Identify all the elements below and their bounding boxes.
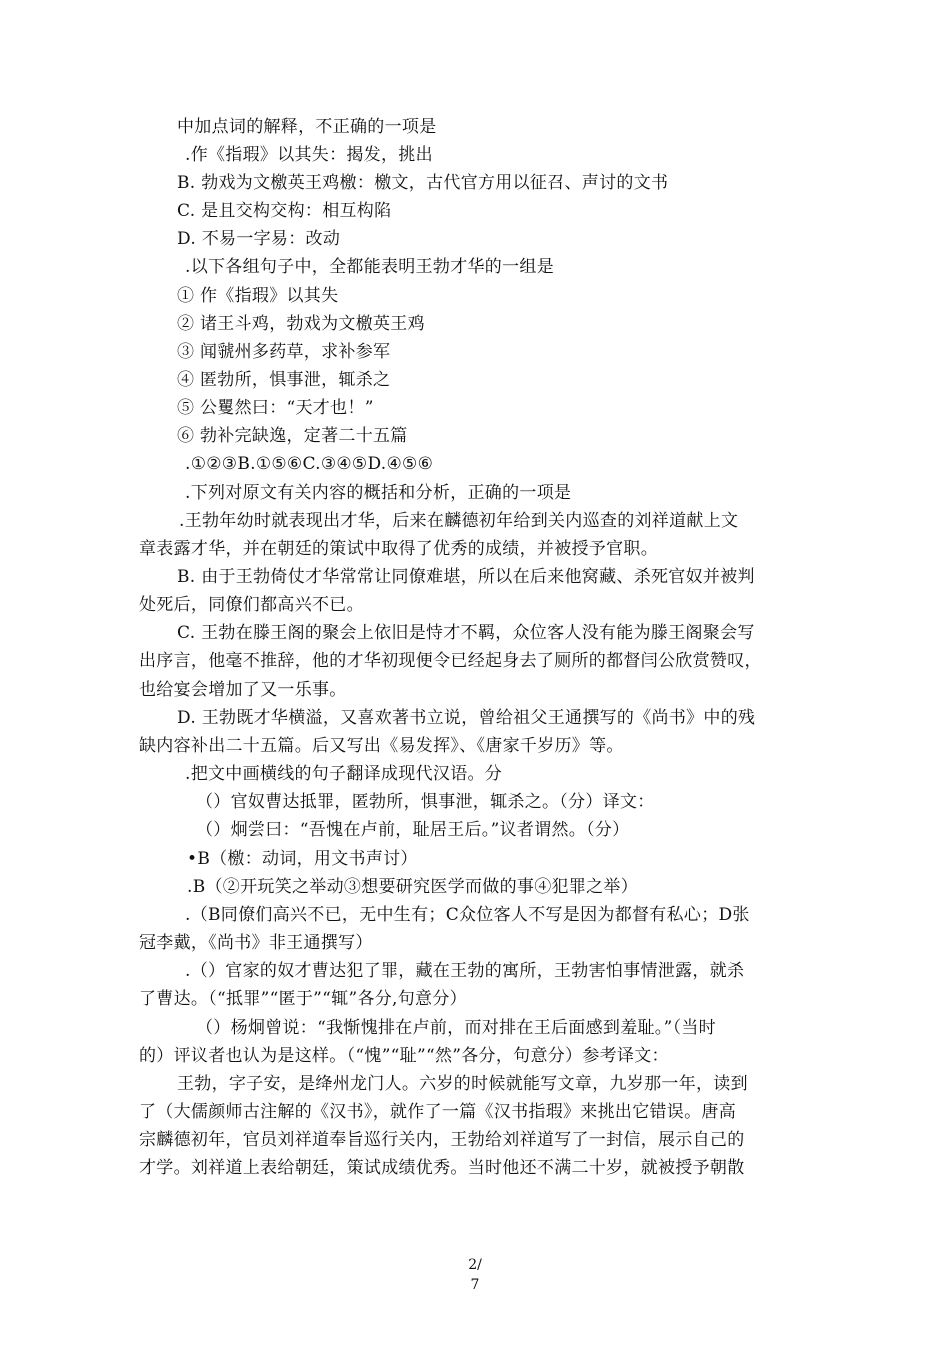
text-line: 王勃，字子安，是绛州龙门人。六岁的时候就能写文章，九岁那一年，读到 xyxy=(177,1074,748,1094)
text-line: .（）官家的奴才曹达犯了罪，藏在王勃的寓所，王勃害怕事情泄露，就杀 xyxy=(185,961,745,981)
text-line: B. 勃戏为文檄英王鸡檄：檄文，古代官方用以征召、声讨的文书 xyxy=(177,173,669,193)
text-line: 处死后，同僚们都高兴不已。 xyxy=(139,595,364,615)
page-total: 7 xyxy=(470,1277,480,1293)
text-line: 出序言，他毫不推辞，他的才华初现便令已经起身去了厕所的都督闫公欣赏赞叹， xyxy=(139,651,762,671)
text-line: .把文中画横线的句子翻译成现代汉语。分 xyxy=(185,764,503,784)
text-line: ④ 匿勃所，惧事泄，辄杀之 xyxy=(177,370,391,390)
text-line: 章表露才华，并在朝廷的策试中取得了优秀的成绩，并被授予官职。 xyxy=(139,539,658,559)
text-line: •B（檄：动词，用文书声讨） xyxy=(187,849,418,869)
text-line: （）官奴曹达抵罪，匿勃所，惧事泄，辄杀之。（分）译文： xyxy=(196,792,655,812)
text-line: 中加点词的解释，不正确的一项是 xyxy=(177,117,437,137)
text-line: （）炯尝曰：“吾愧在卢前，耻居王后。”议者谓然。（分） xyxy=(196,820,630,840)
text-line: 了曹达。（“抵罪”“匿于”“辄”各分,句意分） xyxy=(139,989,467,1009)
text-line: .B（②开玩笑之举动③想要研究医学而做的事④犯罪之举） xyxy=(187,877,638,897)
text-line: ⑤ 公矍然曰：“天才也！” xyxy=(177,398,374,418)
text-line: （）杨炯曾说：“我惭愧排在卢前，而对排在王后面感到羞耻。”（当时 xyxy=(196,1018,716,1038)
page-number: 2/ xyxy=(468,1257,482,1273)
text-line: ② 诸王斗鸡，勃戏为文檄英王鸡 xyxy=(177,314,425,334)
text-line: C. 王勃在滕王阁的聚会上依旧是恃才不羁，众位客人没有能为滕王阁聚会写 xyxy=(177,623,755,643)
text-line: 才学。刘祥道上表给朝廷，策试成绩优秀。当时他还不满二十岁，就被授予朝散 xyxy=(139,1158,745,1178)
text-line: .下列对原文有关内容的概括和分析，正确的一项是 xyxy=(185,483,572,503)
text-line: ① 作《指瑕》以其失 xyxy=(177,286,339,306)
text-line: 的）评议者也认为是这样。（“愧”“耻”“然”各分，句意分）参考译文： xyxy=(139,1046,669,1066)
text-line: ③ 闻虢州多药草，求补参军 xyxy=(177,342,391,362)
text-line: .（B同僚们高兴不已，无中生有；C众位客人不写是因为都督有私心；D张 xyxy=(185,905,750,925)
text-line: ⑥ 勃补完缺逸，定著二十五篇 xyxy=(177,426,408,446)
text-line: 冠李戴，《尚书》非王通撰写） xyxy=(139,933,373,953)
text-line: B. 由于王勃倚仗才华常常让同僚难堪，所以在后来他窝藏、杀死官奴并被判 xyxy=(177,567,755,587)
text-line: 缺内容补出二十五篇。后又写出《易发挥》、《唐家千岁历》等。 xyxy=(139,736,624,756)
text-line: .作《指瑕》以其失：揭发，挑出 xyxy=(185,145,433,165)
text-line: .王勃年幼时就表现出才华，后来在麟德初年给到关内巡查的刘祥道献上文 xyxy=(179,511,739,531)
text-line: 也给宴会增加了又一乐事。 xyxy=(139,680,347,700)
text-line: .以下各组句子中，全都能表明王勃才华的一组是 xyxy=(185,257,555,277)
text-line: 了（大儒颜师古注解的《汉书》，就作了一篇《汉书指瑕》来挑出它错误。唐高 xyxy=(139,1102,736,1122)
text-line: D. 不易一字易：改动 xyxy=(177,229,341,249)
text-line: .①②③B.①⑤⑥C.③④⑤D.④⑤⑥ xyxy=(185,454,434,474)
text-line: C. 是且交构交构：相互构陷 xyxy=(177,201,392,221)
text-line: 宗麟德初年，官员刘祥道奉旨巡行关内，王勃给刘祥道写了一封信，展示自己的 xyxy=(139,1130,745,1150)
text-line: D. 王勃既才华横溢，又喜欢著书立说，曾给祖父王通撰写的《尚书》中的残 xyxy=(177,708,756,728)
